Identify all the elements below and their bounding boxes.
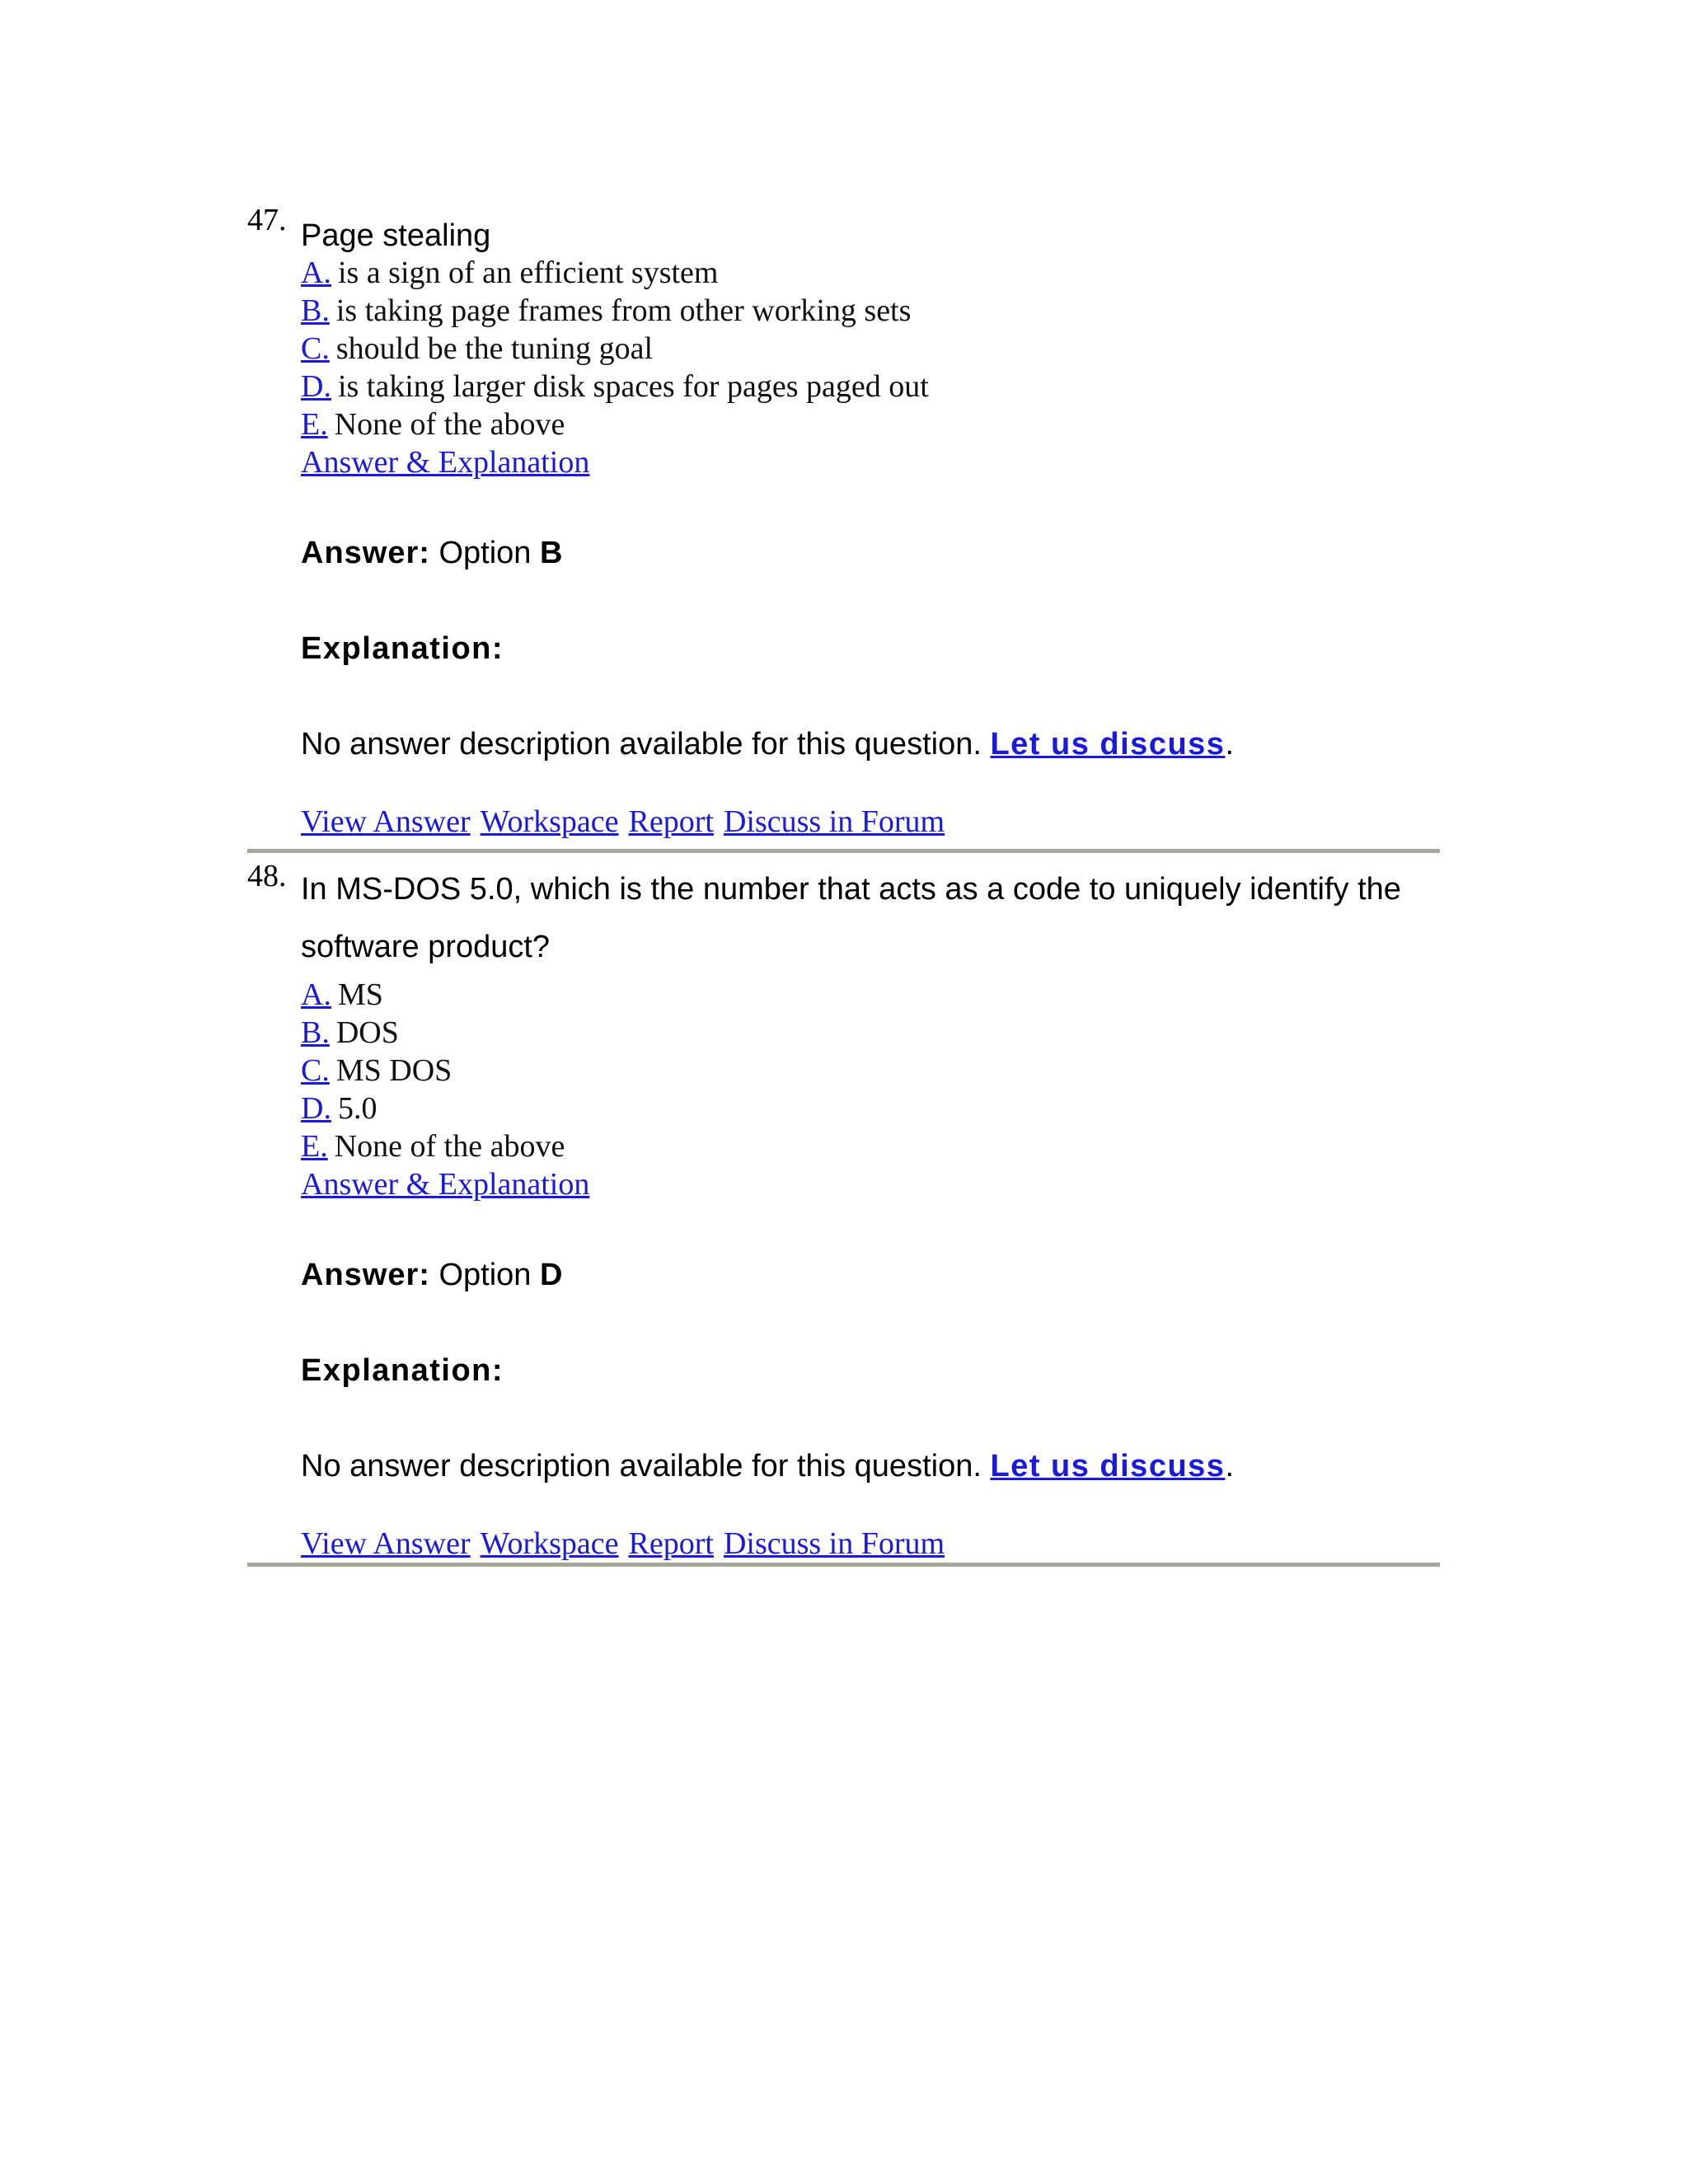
option-a-link[interactable]: A. — [301, 255, 331, 290]
question-body — [301, 860, 1438, 1569]
view-answer-link[interactable]: View Answer — [301, 1526, 471, 1561]
workspace-link[interactable]: Workspace — [480, 804, 619, 839]
question-divider — [247, 849, 1440, 853]
option-b — [301, 292, 1438, 330]
option-b — [301, 1014, 1438, 1052]
answer-prefix: Option — [438, 1258, 532, 1292]
option-b-text: DOS — [335, 1015, 399, 1050]
let-us-discuss-link[interactable]: Let us discuss — [990, 1449, 1226, 1483]
option-c-text: should be the tuning goal — [335, 331, 654, 366]
option-d — [301, 368, 1438, 405]
answer-prefix: Option — [438, 536, 532, 570]
option-d-link[interactable]: D. — [301, 369, 331, 404]
answer-option: B — [540, 536, 563, 570]
answer-option: D — [540, 1258, 563, 1292]
report-link[interactable]: Report — [628, 1526, 714, 1561]
option-d-text: is taking larger disk spaces for pages paged out — [337, 369, 929, 404]
discuss-in-forum-link[interactable]: Discuss in Forum — [723, 804, 945, 839]
explanation-text — [301, 725, 1438, 763]
let-us-discuss-link[interactable]: Let us discuss — [990, 727, 1226, 762]
option-c — [301, 1052, 1438, 1090]
option-a — [301, 254, 1438, 292]
option-b-link[interactable]: B. — [301, 1015, 330, 1050]
option-c-link[interactable]: C. — [301, 1053, 330, 1088]
option-a-text: MS — [337, 977, 383, 1012]
question-number: 47. — [247, 203, 287, 237]
option-list — [301, 976, 1438, 1165]
option-c-link[interactable]: C. — [301, 331, 330, 366]
option-e — [301, 1127, 1438, 1165]
option-e — [301, 405, 1438, 443]
workspace-link[interactable]: Workspace — [480, 1526, 619, 1561]
option-e-link[interactable]: E. — [301, 407, 328, 442]
answer-label: Answer: — [301, 1258, 430, 1292]
answer-line — [301, 534, 1438, 572]
explanation-heading: Explanation: — [301, 631, 504, 666]
action-links — [301, 803, 1438, 847]
option-e-text: None of the above — [334, 407, 565, 442]
question-number: 48. — [247, 859, 287, 893]
option-e-link[interactable]: E. — [301, 1129, 328, 1164]
question-text: Page stealing — [301, 218, 491, 253]
option-a-text: is a sign of an efficient system — [337, 255, 719, 290]
option-a — [301, 976, 1438, 1014]
view-answer-link[interactable]: View Answer — [301, 804, 471, 839]
option-b-text: is taking page frames from other working sets — [335, 293, 912, 328]
explanation-suffix: . — [1225, 727, 1234, 762]
report-link[interactable]: Report — [628, 804, 714, 839]
question-divider — [247, 1563, 1440, 1567]
explanation-suffix: . — [1225, 1449, 1234, 1483]
option-c-text: MS DOS — [335, 1053, 452, 1088]
question-body — [301, 204, 1438, 847]
option-e-text: None of the above — [334, 1129, 565, 1164]
option-d-link[interactable]: D. — [301, 1091, 331, 1126]
explanation-body: No answer description available for this question. — [301, 1449, 982, 1483]
answer-explanation-link[interactable]: Answer & Explanation — [301, 1167, 590, 1202]
option-b-link[interactable]: B. — [301, 293, 330, 328]
option-a-link[interactable]: A. — [301, 977, 331, 1012]
option-c — [301, 330, 1438, 368]
explanation-text — [301, 1447, 1438, 1485]
option-d — [301, 1090, 1438, 1127]
option-list — [301, 254, 1438, 443]
answer-line — [301, 1256, 1438, 1294]
option-d-text: 5.0 — [337, 1091, 377, 1126]
question-text: In MS-DOS 5.0, which is the number that acts as a code to uniquely identify the software product? — [301, 872, 1401, 964]
explanation-body: No answer description available for this question. — [301, 727, 982, 762]
answer-label: Answer: — [301, 536, 430, 570]
discuss-in-forum-link[interactable]: Discuss in Forum — [723, 1526, 945, 1561]
answer-explanation-link[interactable]: Answer & Explanation — [301, 445, 590, 480]
explanation-heading: Explanation: — [301, 1353, 504, 1388]
